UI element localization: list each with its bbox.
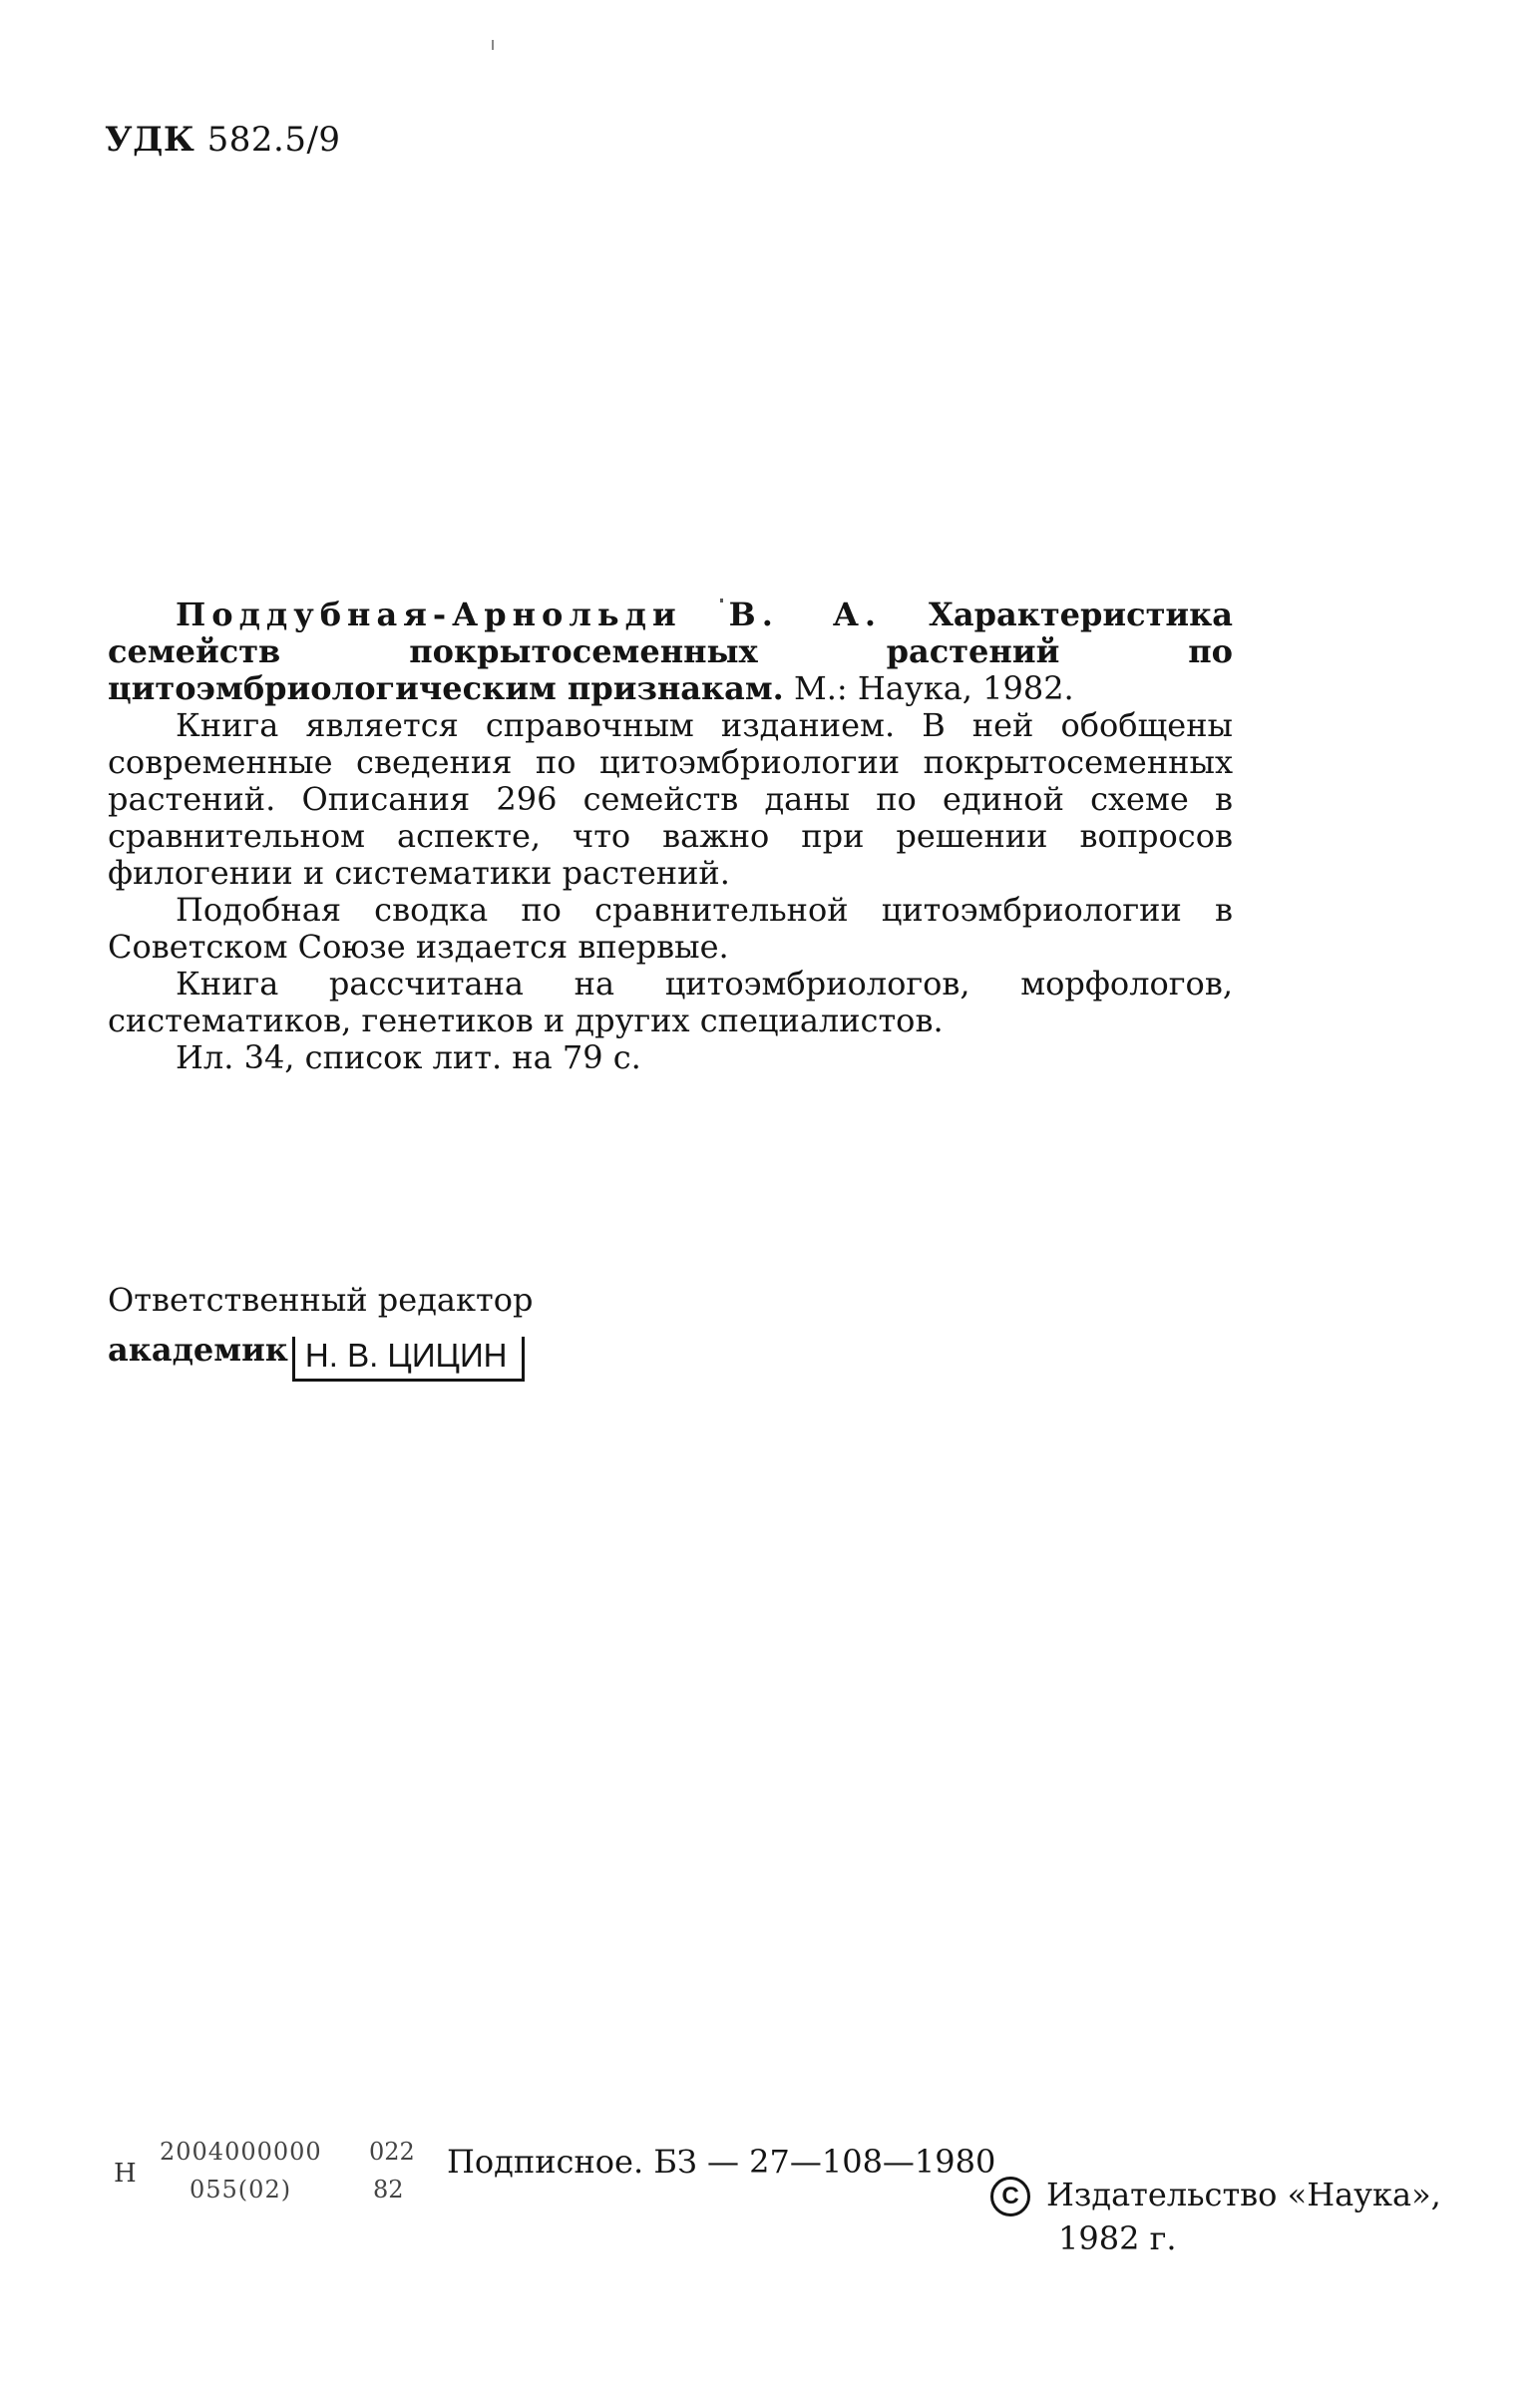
imprint-letter: Н (114, 2159, 137, 2189)
citation-paragraph (108, 597, 1233, 707)
editor-line (108, 1325, 533, 1376)
editor-title: академик (108, 1331, 288, 1369)
scan-speck (492, 40, 494, 50)
author-name: Поддубная-Арнольди (176, 596, 682, 633)
editor-name-frame (292, 1337, 525, 1382)
abstract-paragraph: Книга является справочным изданием. В ней обобщены современные сведения по цитоэмбриологии покрытосеменных растений. Описания 296 семейств даны по единой схеме в сравнительном аспекте, что важно при решении вопросов филогении и систематики растений. (108, 706, 1233, 892)
book-title: Характеристика семейств покрытосеменных растений по цитоэмбриологическим признакам. (108, 596, 1233, 707)
illustrations-note: Ил. 34, список лит. на 79 с. (176, 1038, 641, 1076)
editor-name: Н. В. ЦИЦИН (304, 1337, 508, 1374)
author-initials: В. А. (728, 596, 883, 633)
publisher-copyright (990, 2175, 1441, 2258)
editor-role: Ответственный редактор (108, 1281, 534, 1319)
udk-code (105, 120, 341, 160)
imprint-code-bottom: 055(02) (190, 2176, 292, 2204)
bibliographic-abstract (108, 597, 1233, 1076)
imprint-code-top: 2004000000 (160, 2138, 322, 2166)
publication-info: М.: Наука, 1982. (793, 669, 1074, 707)
abstract-paragraph: Книга рассчитана на цитоэмбриологов, морфологов, систематиков, генетиков и других специалистов. (108, 965, 1233, 1039)
imprint-number-bottom: 82 (373, 2176, 404, 2204)
abstract-paragraph: Подобная сводка по сравнительной цитоэмбриологии в Советском Союзе издается впервые. (108, 891, 1233, 966)
responsible-editor (108, 1275, 533, 1376)
publisher-year: 1982 г. (1058, 2219, 1177, 2257)
publisher-name: Издательство «Наука», (1046, 2176, 1441, 2213)
udk-label: УДК (105, 120, 195, 160)
imprint-code-fraction (160, 2133, 322, 2208)
publisher-line (990, 2175, 1441, 2218)
udk-number: 582.5/9 (206, 120, 341, 160)
subscription-line: Подписное. БЗ — 27—108—1980 (447, 2143, 996, 2181)
imprint-number-fraction (369, 2133, 415, 2208)
imprint-number-top: 022 (369, 2138, 415, 2166)
imprint-codes (108, 2133, 1005, 2212)
copyright-icon: C (990, 2177, 1030, 2216)
